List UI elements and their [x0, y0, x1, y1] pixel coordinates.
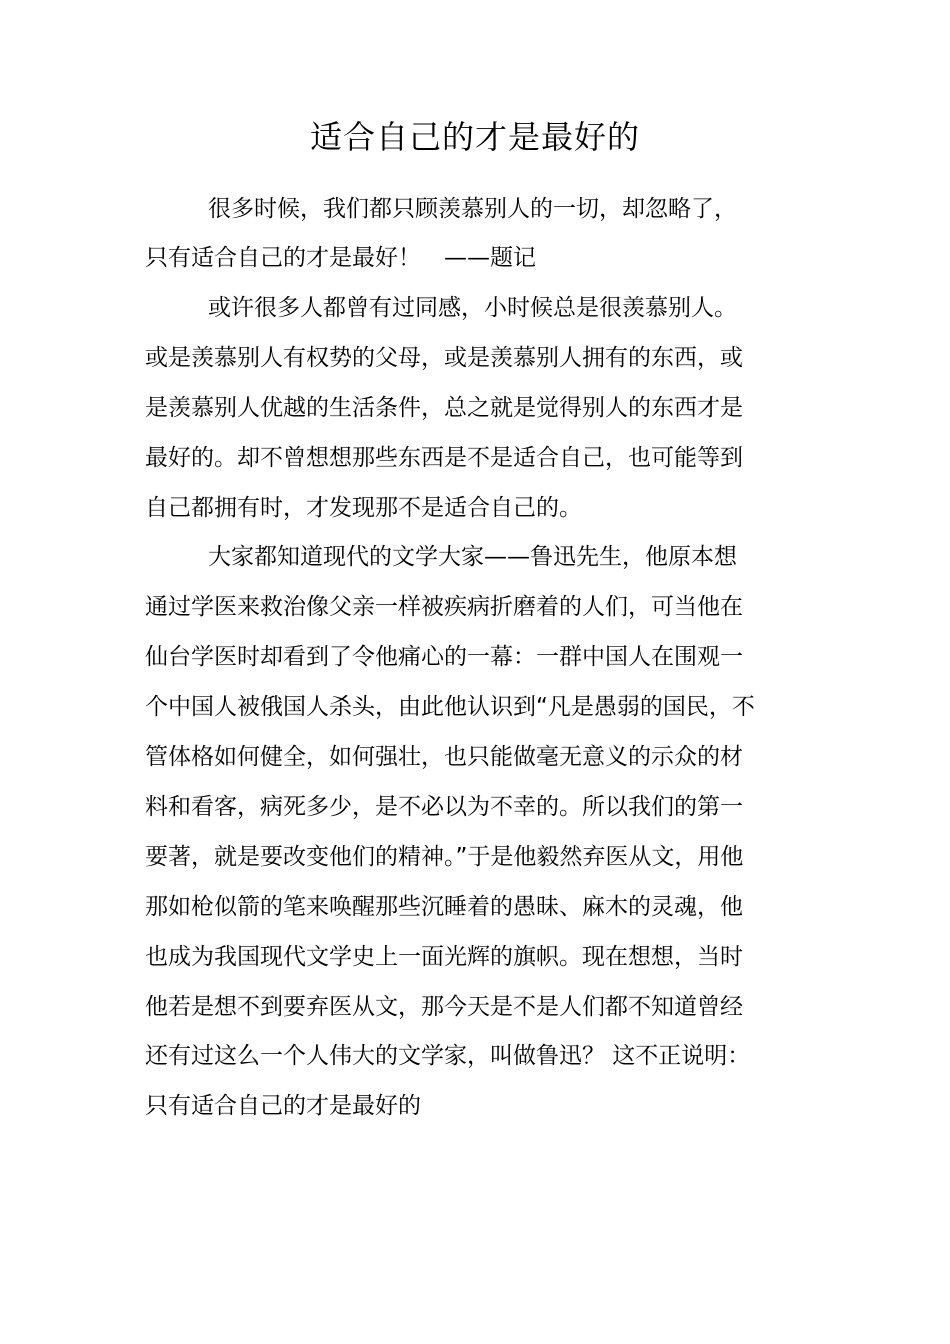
paragraph-line: 自己都拥有时，才发现那不是适合自己的。 — [145, 495, 582, 521]
paragraph-line: 通过学医来救治像父亲一样被疾病折磨着的人们，可当他在 — [145, 594, 743, 620]
paragraph-line: 要著，就是要改变他们的精神。”于是他毅然弃医从文，用他 — [145, 844, 744, 870]
paragraph-line: 也成为我国现代文学史上一面光辉的旗帜。现在想想，当时 — [145, 944, 743, 970]
paragraph-line: 还有过这么一个人伟大的文学家，叫做鲁迅？ 这不正说明： — [145, 1043, 751, 1069]
paragraph-line: 或是羡慕别人有权势的父母，或是羡慕别人拥有的东西，或 — [145, 345, 743, 371]
paragraph-line: 个中国人被俄国人杀头，由此他认识到“凡是愚弱的国民，不 — [145, 694, 755, 720]
paragraph-line: 或许很多人都曾有过同感，小时候总是很羡慕别人。 — [208, 295, 737, 321]
paragraph-line: 管体格如何健全，如何强壮，也只能做毫无意义的示众的材 — [145, 744, 743, 770]
paragraph-line: 他若是想不到要弃医从文，那今天是不是人们都不知道曾经 — [145, 994, 743, 1020]
paragraph-line: 大家都知道现代的文学大家——鲁迅先生，他原本想 — [208, 544, 737, 570]
paragraph-line: 只有适合自己的才是最好！ ——题记 — [145, 245, 536, 271]
paragraph-line: 只有适合自己的才是最好的 — [145, 1093, 421, 1119]
paragraph-line: 是羡慕别人优越的生活条件，总之就是觉得别人的东西才是 — [145, 395, 743, 421]
paragraph-line: 很多时候，我们都只顾羡慕别人的一切，却忽略了， — [208, 196, 737, 222]
document-title: 适合自己的才是最好的 — [309, 118, 640, 156]
paragraph-line: 仙台学医时却看到了令他痛心的一幕：一群中国人在围观一 — [145, 644, 743, 670]
paragraph-line: 最好的。却不曾想想那些东西是不是适合自己，也可能等到 — [145, 445, 743, 471]
paragraph-line: 那如枪似箭的笔来唤醒那些沉睡着的愚昧、麻木的灵魂，他 — [145, 894, 743, 920]
paragraph-line: 料和看客，病死多少，是不必以为不幸的。所以我们的第一 — [145, 794, 743, 820]
